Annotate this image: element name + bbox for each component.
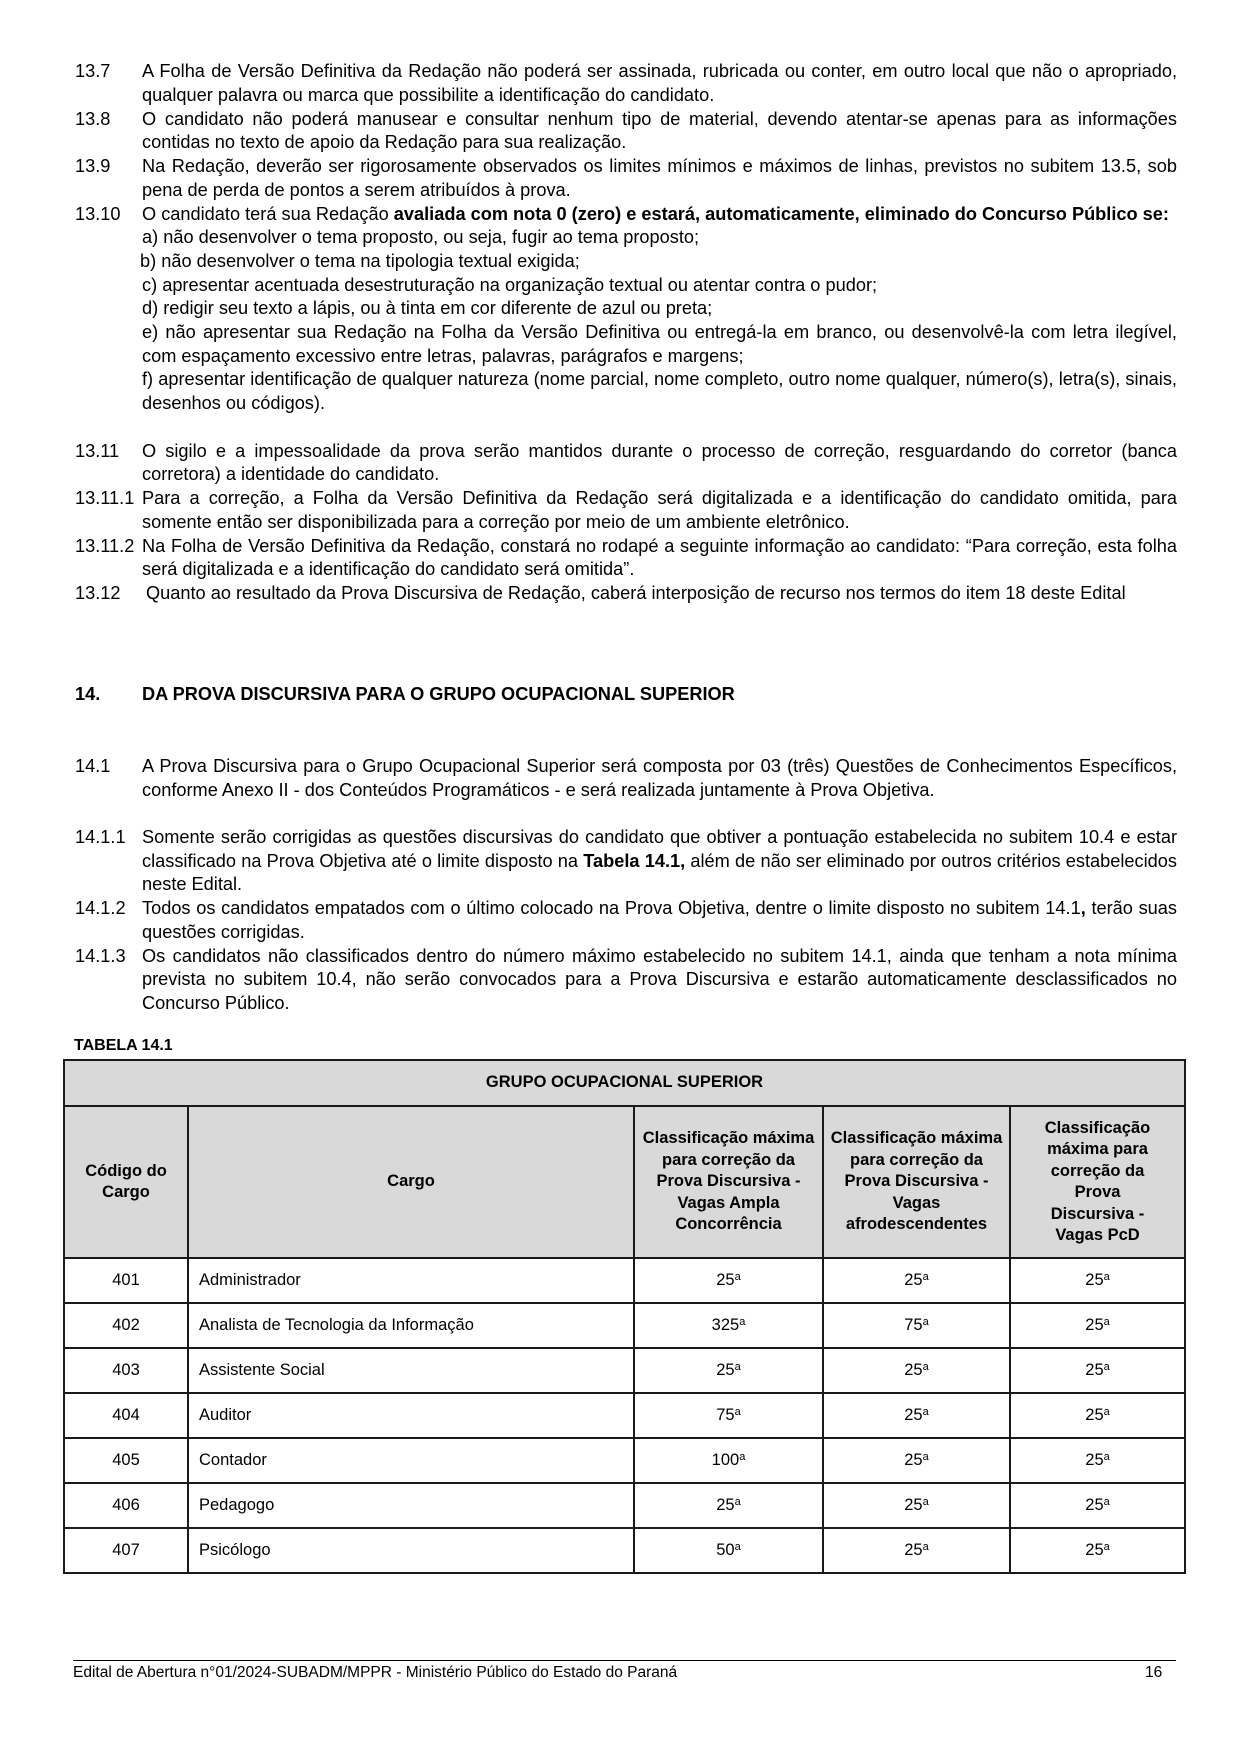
ordinal-suffix: a: [1103, 1541, 1110, 1553]
clause-text: A Prova Discursiva para o Grupo Ocupacional Superior será composta por 03 (três) Questões de Conhecimentos Específicos, conforme Anexo II - dos Conteúdos Programáticos - e será realizada juntamente à Prova Objetiva.: [142, 756, 1177, 800]
cell-pcd-value: 25: [1085, 1451, 1104, 1469]
ordinal-suffix: a: [1103, 1451, 1110, 1463]
clause-13-10: [75, 203, 1177, 416]
clause-number: 14.1: [75, 756, 111, 776]
clause-13-9: [75, 155, 1177, 202]
ordinal-suffix: a: [734, 1361, 741, 1373]
cell-pcd-value: 25: [1085, 1316, 1104, 1334]
footer-divider: [73, 1660, 1176, 1661]
cell-pcd: [1010, 1483, 1185, 1528]
ordinal-suffix: a: [1103, 1361, 1110, 1373]
clause-text: A Folha de Versão Definitiva da Redação não poderá ser assinada, rubricada ou conter, em outro local que não o apropriado, qualquer palavra ou marca que possibilite a identificação do candidato.: [142, 61, 1177, 105]
table-row: [64, 1348, 1185, 1393]
column-header-cargo: Cargo: [188, 1106, 634, 1258]
clause-number: 13.8: [75, 108, 111, 129]
subitem-b: b) não desenvolver o tema na tipologia textual exigida;: [140, 250, 580, 271]
cell-cargo-value: Administrador: [199, 1271, 301, 1289]
clause-text: O candidato não poderá manusear e consultar nenhum tipo de material, devendo atentar-se apenas para as informações contidas no texto de apoio da Redação para sua realização.: [142, 108, 1177, 153]
column-header-pcd: Classificação máxima para correção da Prova Discursiva - Vagas PcD: [1010, 1106, 1185, 1258]
cell-cargo-value: Psicólogo: [199, 1541, 271, 1559]
table-row: [64, 1528, 1185, 1573]
cell-pcd-value: 25: [1085, 1541, 1104, 1559]
cell-pcd: [1010, 1348, 1185, 1393]
cell-ampla-value: 325: [711, 1316, 740, 1334]
cell-cargo: [188, 1438, 634, 1483]
cell-afro-value: 25: [904, 1496, 923, 1514]
ordinal-suffix: a: [922, 1316, 929, 1328]
cell-pcd-value: 25: [1085, 1496, 1104, 1514]
clause-14-1: [75, 755, 1177, 802]
clause-text: Os candidatos não classificados dentro do número máximo estabelecido no subitem 14.1, ainda que tenham a nota mínima prevista no subitem 10.4, não serão convocados para a Prova Discursiva e estarão automaticamente desclassificados no Concurso Público.: [142, 945, 1177, 1013]
cell-cargo: [188, 1303, 634, 1348]
cell-cargo: [188, 1258, 634, 1303]
clause-13-11-2: [75, 535, 1177, 582]
clause-14-1-2: [75, 897, 1177, 944]
clause-13-11-1: [75, 487, 1177, 534]
cell-afro-value: 25: [904, 1361, 923, 1379]
clause-number: 13.10: [75, 203, 121, 224]
subitem-e: e) não apresentar sua Redação na Folha da Versão Definitiva ou entregá-la em branco, ou desenvolvê-la com letra ilegível, com espaçamento excessivo entre letras, palavras, parágrafos e margens;: [142, 322, 1177, 366]
page-number: 16: [1145, 1664, 1163, 1681]
cell-pcd: [1010, 1303, 1185, 1348]
ordinal-suffix: a: [1103, 1406, 1110, 1418]
cell-afro: [823, 1438, 1010, 1483]
cell-ampla-value: 100: [711, 1451, 740, 1469]
cell-ampla: [634, 1528, 823, 1573]
clause-text-plain: O candidato terá sua Redação: [142, 203, 394, 224]
column-header-code: Código do Cargo: [64, 1106, 188, 1258]
section-title: DA PROVA DISCURSIVA PARA O GRUPO OCUPACIONAL SUPERIOR: [142, 684, 735, 704]
cell-cargo-value: Contador: [199, 1451, 267, 1469]
cell-code: [64, 1528, 188, 1573]
table-row: [64, 1258, 1185, 1303]
clause-13-11: [75, 440, 1177, 487]
column-header-afro: Classificação máxima para correção da Prova Discursiva - Vagas afrodescendentes: [823, 1106, 1010, 1258]
clause-text-after: terão suas questões corrigidas.: [142, 898, 1177, 942]
table-row: [64, 1438, 1185, 1483]
footer-text: Edital de Abertura n°01/2024-SUBADM/MPPR - Ministério Público do Estado do Paraná: [73, 1664, 678, 1681]
cell-code: [64, 1438, 188, 1483]
cell-code: [64, 1303, 188, 1348]
cell-pcd-value: 25: [1085, 1406, 1104, 1424]
ordinal-suffix: a: [1103, 1271, 1110, 1283]
clause-text-bold: avaliada com nota 0 (zero) e estará, automaticamente, eliminado do Concurso Público se:: [393, 203, 1169, 224]
cell-cargo: [188, 1348, 634, 1393]
ordinal-suffix: a: [734, 1496, 741, 1508]
cell-afro-value: 25: [904, 1271, 923, 1289]
table-row: [64, 1483, 1185, 1528]
cell-code-value: 407: [112, 1541, 140, 1559]
cell-code-value: 404: [112, 1406, 140, 1424]
clause-13-7: [75, 60, 1177, 107]
cell-ampla-value: 25: [716, 1361, 735, 1379]
cell-ampla: [634, 1393, 823, 1438]
subitem-d: d) redigir seu texto a lápis, ou à tinta em cor diferente de azul ou preta;: [142, 298, 713, 319]
ordinal-suffix: a: [922, 1361, 929, 1373]
clause-text: O sigilo e a impessoalidade da prova serão mantidos durante o processo de correção, resguardando do corretor (banca corretora) a identidade do candidato.: [142, 440, 1177, 485]
cell-code: [64, 1258, 188, 1303]
ordinal-suffix: a: [739, 1316, 746, 1328]
cell-pcd: [1010, 1393, 1185, 1438]
cell-ampla-value: 50: [716, 1541, 735, 1559]
column-header-ampla: Classificação máxima para correção da Prova Discursiva - Vagas Ampla Concorrência: [634, 1106, 823, 1258]
cell-afro-value: 25: [904, 1451, 923, 1469]
clause-number: 13.11.1: [75, 488, 135, 508]
subitem-a: a) não desenvolver o tema proposto, ou seja, fugir ao tema proposto;: [142, 227, 700, 248]
cell-ampla: [634, 1348, 823, 1393]
clause-number: 13.11.2: [75, 535, 135, 556]
ordinal-suffix: a: [739, 1451, 746, 1463]
table-reference: Tabela 14.1,: [583, 850, 686, 871]
cell-afro-value: 75: [904, 1316, 923, 1334]
cell-ampla: [634, 1303, 823, 1348]
cell-code: [64, 1393, 188, 1438]
ordinal-suffix: a: [734, 1541, 741, 1553]
clause-number: 14.1.2: [75, 898, 126, 918]
subitem-c: c) apresentar acentuada desestruturação na organização textual ou atentar contra o pudor;: [142, 274, 878, 295]
cell-pcd: [1010, 1258, 1185, 1303]
cell-pcd-value: 25: [1085, 1271, 1104, 1289]
clause-number: 13.11: [75, 440, 120, 461]
cell-ampla-value: 75: [716, 1406, 735, 1424]
subitem-f: f) apresentar identificação de qualquer natureza (nome parcial, nome completo, outro nome qualquer, número(s), letra(s), sinais, desenhos ou códigos).: [142, 369, 1177, 414]
cell-afro: [823, 1483, 1010, 1528]
cell-code: [64, 1483, 188, 1528]
cell-pcd: [1010, 1438, 1185, 1483]
clause-text: Para a correção, a Folha da Versão Definitiva da Redação será digitalizada e a identificação do candidato omitida, para somente então ser disponibilizada para a correção por meio de um ambiente eletrônico.: [142, 488, 1177, 532]
cell-code-value: 403: [112, 1361, 140, 1379]
cell-afro-value: 25: [904, 1541, 923, 1559]
cell-afro: [823, 1348, 1010, 1393]
cell-cargo-value: Analista de Tecnologia da Informação: [199, 1316, 474, 1334]
cell-code: [64, 1348, 188, 1393]
clause-text: [142, 203, 1177, 416]
ordinal-suffix: a: [734, 1406, 741, 1418]
clause-number: 14.1.3: [75, 945, 126, 966]
cell-ampla-value: 25: [716, 1271, 735, 1289]
cell-ampla: [634, 1258, 823, 1303]
ordinal-suffix: a: [922, 1406, 929, 1418]
table-row: [64, 1393, 1185, 1438]
clause-number: 13.7: [75, 61, 111, 81]
cell-code-value: 401: [112, 1271, 140, 1289]
clause-number: 14.1.1: [75, 827, 126, 847]
ordinal-suffix: a: [922, 1541, 929, 1553]
section-number: 14.: [75, 684, 101, 704]
clause-text: Quanto ao resultado da Prova Discursiva de Redação, caberá interposição de recurso nos termos do item 18 deste Edital: [146, 583, 1126, 603]
cell-cargo: [188, 1483, 634, 1528]
cell-pcd-value: 25: [1085, 1361, 1104, 1379]
classification-table: [63, 1059, 1186, 1574]
cell-ampla-value: 25: [716, 1496, 735, 1514]
cell-code-value: 402: [112, 1316, 140, 1334]
clause-14-1-1: [75, 826, 1177, 897]
clause-text-after: além de não ser eliminado por outros critérios estabelecidos neste Edital.: [142, 850, 1177, 895]
cell-afro: [823, 1258, 1010, 1303]
ordinal-suffix: a: [922, 1496, 929, 1508]
clause-14-1-3: [75, 945, 1177, 1016]
clause-text-bold: ,: [1080, 898, 1086, 918]
ordinal-suffix: a: [1103, 1316, 1110, 1328]
clause-13-8: [75, 108, 1177, 155]
table-title: TABELA 14.1: [74, 1037, 173, 1054]
cell-cargo-value: Assistente Social: [199, 1361, 325, 1379]
table-body: [64, 1258, 1185, 1573]
clause-number: 13.12: [75, 583, 121, 603]
cell-afro: [823, 1303, 1010, 1348]
clause-text: [142, 826, 1177, 897]
ordinal-suffix: a: [922, 1271, 929, 1283]
table-row: [64, 1303, 1185, 1348]
clause-13-12: [75, 582, 1177, 606]
cell-ampla: [634, 1438, 823, 1483]
clause-text: [142, 897, 1177, 944]
cell-code-value: 405: [112, 1451, 140, 1469]
clause-text: Na Redação, deverão ser rigorosamente observados os limites mínimos e máximos de linhas, previstos no subitem 13.5, sob pena de perda de pontos a serem atribuídos à prova.: [142, 156, 1177, 200]
ordinal-suffix: a: [1103, 1496, 1110, 1508]
clause-text-before: Todos os candidatos empatados com o último colocado na Prova Objetiva, dentre o limite disposto no subitem 14.1: [142, 898, 1081, 918]
clause-number: 13.9: [75, 156, 111, 176]
cell-afro: [823, 1393, 1010, 1438]
cell-pcd: [1010, 1528, 1185, 1573]
ordinal-suffix: a: [922, 1451, 929, 1463]
cell-cargo-value: Pedagogo: [199, 1496, 275, 1514]
cell-code-value: 406: [112, 1496, 140, 1514]
cell-afro-value: 25: [904, 1406, 923, 1424]
cell-ampla: [634, 1483, 823, 1528]
cell-cargo-value: Auditor: [199, 1406, 252, 1424]
ordinal-suffix: a: [734, 1271, 741, 1283]
clause-text-before: Somente serão corrigidas as questões discursivas do candidato que obtiver a pontuação estabelecida no subitem 10.4 e estar classificado na Prova Objetiva até o limite disposto na: [142, 827, 1177, 871]
cell-cargo: [188, 1528, 634, 1573]
table-group-header: GRUPO OCUPACIONAL SUPERIOR: [64, 1060, 1185, 1106]
cell-afro: [823, 1528, 1010, 1573]
cell-cargo: [188, 1393, 634, 1438]
clause-text: Na Folha de Versão Definitiva da Redação, constará no rodapé a seguinte informação ao candidato: “Para correção, esta folha será digitalizada e a identificação do candidato será omitida”.: [142, 535, 1177, 580]
